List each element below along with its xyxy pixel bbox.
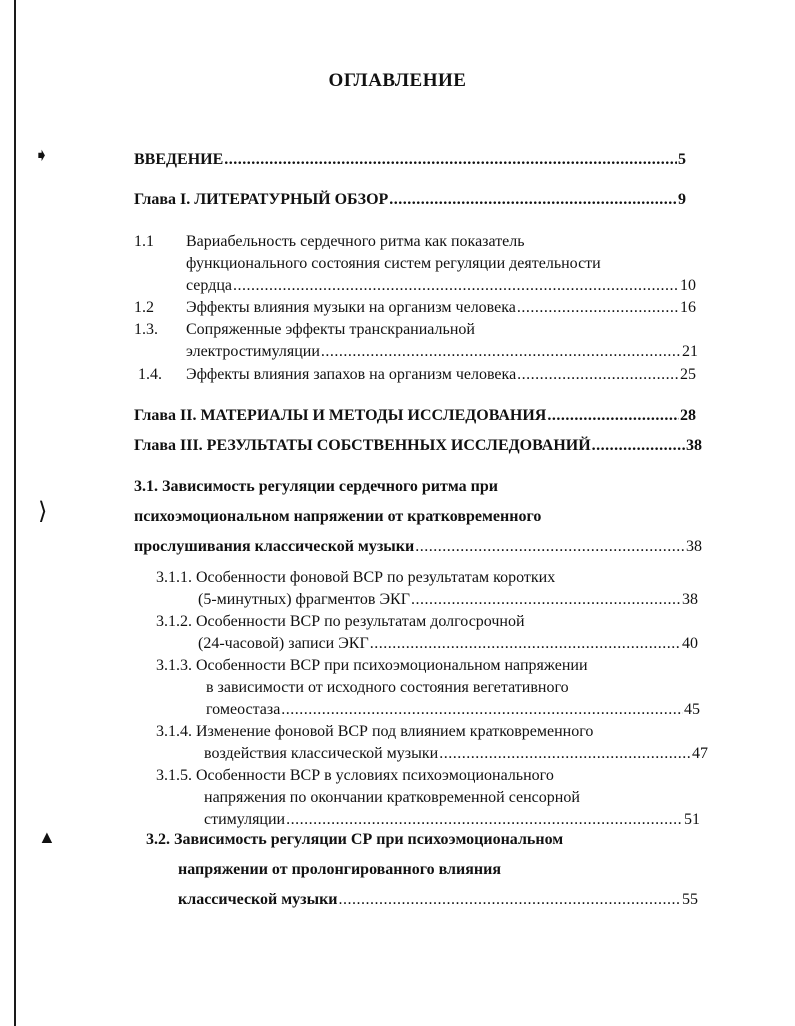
toc-entry-text: Эффекты влияния запахов на организм человека xyxy=(186,366,517,383)
toc-entry-line: Вариабельность сердечного ритма как показатель xyxy=(186,233,525,250)
toc-entry-text: электростимуляции xyxy=(186,343,320,360)
toc-entry-line: 3.1.4. Изменение фоновой ВСР под влиянием кратковременного xyxy=(156,723,594,740)
leader-dots xyxy=(389,190,677,210)
toc-entry-text: гомеостаза xyxy=(206,701,281,718)
leader-dots xyxy=(224,150,677,170)
toc-entry-line: напряжения по окончании кратковременной сенсорной xyxy=(204,789,580,806)
section-number: 1.1 xyxy=(134,233,154,250)
toc-entry-text: (24-часовой) записи ЭКГ xyxy=(198,635,369,652)
page-number: 51 xyxy=(684,811,700,828)
toc-entry-chapter-3[interactable] xyxy=(134,436,702,456)
section-number: 1.3. xyxy=(134,321,158,338)
page-number: 16 xyxy=(680,299,696,316)
leader-dots xyxy=(415,537,685,557)
page-number: 38 xyxy=(682,591,698,608)
page-number: 38 xyxy=(686,538,702,555)
toc-entry-1-4[interactable] xyxy=(186,365,696,385)
toc-entry-line: 3.1.5. Особенности ВСР в условиях психоэмоционального xyxy=(156,767,554,784)
toc-entry-3-1-1[interactable] xyxy=(198,590,698,610)
leader-dots xyxy=(547,406,679,426)
scan-triangle-mark: ▲ xyxy=(38,827,56,847)
toc-entry-text: Эффекты влияния музыки на организм человека xyxy=(186,299,516,316)
page-number: 28 xyxy=(680,407,696,424)
leader-dots xyxy=(321,342,681,362)
toc-entry-line: 3.2. Зависимость регуляции СР при психоэмоциональном xyxy=(146,831,564,848)
leader-dots xyxy=(233,276,679,296)
leader-dots xyxy=(286,810,683,830)
page-number: 55 xyxy=(682,891,698,908)
toc-entry-1-1[interactable] xyxy=(186,276,696,296)
section-number: 1.4. xyxy=(138,366,162,383)
scan-arrow-mark: ➧ xyxy=(34,145,50,165)
leader-dots xyxy=(281,700,683,720)
leader-dots xyxy=(592,436,685,456)
leader-dots xyxy=(411,590,681,610)
page-number: 10 xyxy=(680,277,696,294)
toc-entry-3-1-5[interactable] xyxy=(204,810,700,830)
page-number: 21 xyxy=(682,343,698,360)
page-number: 47 xyxy=(692,745,708,762)
leader-dots xyxy=(370,634,681,654)
toc-entry-line: 3.1.2. Особенности ВСР по результатам долгосрочной xyxy=(156,613,525,630)
page-number: 9 xyxy=(678,191,686,208)
toc-entry-text: воздействия классической музыки xyxy=(204,745,439,762)
toc-entry-1-3[interactable] xyxy=(186,342,698,362)
toc-entry-3-1-2[interactable] xyxy=(198,634,698,654)
toc-entry-3-2[interactable] xyxy=(178,890,698,910)
toc-entry-intro[interactable] xyxy=(134,150,686,170)
toc-entry-3-1-4[interactable] xyxy=(204,744,708,764)
leader-dots xyxy=(439,744,691,764)
leader-dots xyxy=(517,298,679,318)
page-number: 25 xyxy=(680,366,696,383)
toc-entry-line: в зависимости от исходного состояния вегетативного xyxy=(206,679,569,696)
toc-entry-chapter-1[interactable] xyxy=(134,190,686,210)
page-number: 40 xyxy=(682,635,698,652)
toc-entry-text: прослушивания классической музыки xyxy=(134,538,415,555)
toc-entry-line: Сопряженные эффекты транскраниальной xyxy=(186,321,475,338)
toc-entry-text: классической музыки xyxy=(178,891,338,908)
toc-entry-text: Глава III. РЕЗУЛЬТАТЫ СОБСТВЕННЫХ ИССЛЕДОВАНИЙ xyxy=(134,437,591,454)
toc-entry-1-2[interactable] xyxy=(186,298,696,318)
toc-entry-line: функционального состояния систем регуляции деятельности xyxy=(186,255,601,272)
toc-entry-line: напряжении от пролонгированного влияния xyxy=(178,861,501,878)
toc-entry-line: 3.1.3. Особенности ВСР при психоэмоциональном напряжении xyxy=(156,657,588,674)
page-title: ОГЛАВЛЕНИЕ xyxy=(328,70,467,91)
toc-entry-line: 3.1. Зависимость регуляции сердечного ритма при xyxy=(134,478,498,495)
toc-entry-line: психоэмоциональном напряжении от кратковременного xyxy=(134,508,542,525)
toc-entry-text: (5-минутных) фрагментов ЭКГ xyxy=(198,591,410,608)
toc-entry-chapter-2[interactable] xyxy=(134,406,696,426)
toc-entry-3-1[interactable] xyxy=(134,537,702,557)
scan-bracket-mark: ⟩ xyxy=(38,499,48,525)
toc-entry-text: сердца xyxy=(186,277,232,294)
toc-entry-text: стимуляции xyxy=(204,811,286,828)
page-number: 5 xyxy=(678,151,686,168)
toc-entry-line: 3.1.1. Особенности фоновой ВСР по результатам коротких xyxy=(156,569,556,586)
toc-entry-text: Глава I. ЛИТЕРАТУРНЫЙ ОБЗОР xyxy=(134,191,389,208)
toc-entry-text: ВВЕДЕНИЕ xyxy=(134,151,224,168)
scan-edge-line xyxy=(14,0,16,1026)
leader-dots xyxy=(339,890,681,910)
leader-dots xyxy=(517,365,679,385)
page-number: 38 xyxy=(686,437,702,454)
toc-entry-3-1-3[interactable] xyxy=(206,700,700,720)
section-number: 1.2 xyxy=(134,299,154,316)
page-number: 45 xyxy=(684,701,700,718)
toc-entry-text: Глава II. МАТЕРИАЛЫ И МЕТОДЫ ИССЛЕДОВАНИЯ xyxy=(134,407,547,424)
